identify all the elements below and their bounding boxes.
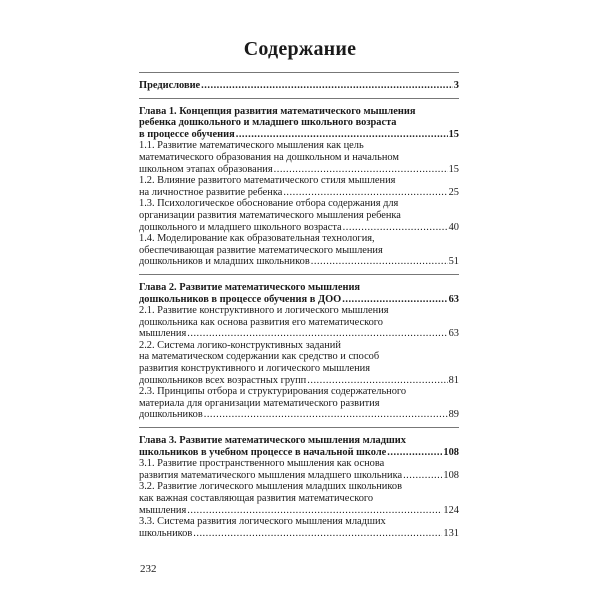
section-line xyxy=(139,470,459,482)
toc-section-1-3[interactable] xyxy=(139,198,459,233)
dot-leader xyxy=(343,222,448,234)
dot-leader xyxy=(187,505,442,517)
chapter-heading-line xyxy=(139,129,459,141)
section-text: школьников xyxy=(139,527,193,539)
chapter-heading-line: Глава 3. Развитие математического мышления младших xyxy=(139,435,406,447)
chapter-heading-line: Глава 1. Концепция развития математического мышления xyxy=(139,105,416,117)
section-text: мышления xyxy=(139,504,187,516)
toc-entry-page: 108 xyxy=(443,469,459,481)
toc-section-3-1[interactable] xyxy=(139,458,459,481)
toc-section-3-2[interactable] xyxy=(139,481,459,516)
chapter-heading-line xyxy=(139,447,459,459)
dot-leader xyxy=(311,256,448,268)
dot-leader xyxy=(236,129,448,141)
toc-section-1-4[interactable] xyxy=(139,233,459,268)
toc-entry-preface[interactable] xyxy=(139,80,459,92)
toc-entry-page: 15 xyxy=(448,163,459,175)
section-line xyxy=(139,328,459,340)
section-line: 1.4. Моделирование как образовательная технология, xyxy=(139,233,375,245)
toc-entry-page: 89 xyxy=(448,409,459,421)
toc-entry-page: 40 xyxy=(448,221,459,233)
toc-entry-page: 63 xyxy=(448,328,459,340)
toc-entry-page: 63 xyxy=(448,293,459,305)
toc-entry-page: 25 xyxy=(448,186,459,198)
dot-leader xyxy=(307,375,447,387)
toc-entry-page: 51 xyxy=(448,256,459,268)
section-line xyxy=(139,256,459,268)
divider xyxy=(139,274,459,275)
section-text: дошкольников и младших школьников xyxy=(139,256,310,268)
section-line: развития конструктивного и логического мышления xyxy=(139,363,370,375)
section-line: организации развития математического мышления ребенка xyxy=(139,209,401,221)
toc-chapter-3[interactable] xyxy=(139,435,459,458)
table-of-contents xyxy=(139,72,459,539)
section-line: 2.2. Система логико-конструктивных заданий xyxy=(139,339,341,351)
section-line: 3.3. Система развития логического мышления младших xyxy=(139,516,386,528)
toc-chapter-1[interactable] xyxy=(139,106,459,141)
section-line: 2.3. Принципы отбора и структурирования содержательного xyxy=(139,386,407,398)
chapter-heading-line: ребенка дошкольного и младшего школьного возраста xyxy=(139,117,397,129)
dot-leader xyxy=(403,470,442,482)
dot-leader xyxy=(342,294,447,306)
section-text: развития математического мышления младшего школьника xyxy=(139,469,403,481)
section-line: 1.1. Развитие математического мышления как цель xyxy=(139,140,364,152)
section-text: дошкольников всех возрастных групп xyxy=(139,374,307,386)
toc-section-2-1[interactable] xyxy=(139,305,459,340)
dot-leader xyxy=(187,328,447,340)
section-line xyxy=(139,222,459,234)
section-line: математического образования на дошкольном и начальном xyxy=(139,151,399,163)
section-text: школьном этапах образования xyxy=(139,163,273,175)
section-line: 3.1. Развитие пространственного мышления как основа xyxy=(139,458,385,470)
section-line xyxy=(139,187,459,199)
section-line: обеспечивающая развитие математического мышления xyxy=(139,244,383,256)
section-text: мышления xyxy=(139,328,187,340)
toc-entry-page: 108 xyxy=(443,446,459,458)
chapter-heading-line: Глава 2. Развитие математического мышления xyxy=(139,281,361,293)
toc-chapter-2[interactable] xyxy=(139,282,459,305)
section-line xyxy=(139,375,459,387)
section-line xyxy=(139,409,459,421)
toc-entry-page: 3 xyxy=(453,80,459,91)
section-text: дошкольного и младшего школьного возраста xyxy=(139,221,342,233)
section-line xyxy=(139,164,459,176)
toc-section-2-2[interactable] xyxy=(139,340,459,386)
section-line xyxy=(139,505,459,517)
chapter-heading-text: школьников в учебном процессе в начальной школе xyxy=(139,446,387,458)
divider xyxy=(139,98,459,99)
divider xyxy=(139,72,459,73)
page-number: 232 xyxy=(140,563,157,575)
toc-entry-page: 131 xyxy=(443,527,459,539)
section-line: материала для организации математического развития xyxy=(139,397,380,409)
toc-entry-label: Предисловие xyxy=(139,80,201,91)
toc-section-3-3[interactable] xyxy=(139,516,459,539)
toc-entry-page: 15 xyxy=(448,128,459,140)
section-line: как важная составляющая развития математического xyxy=(139,493,374,504)
chapter-heading-text: в процессе обучения xyxy=(139,128,235,140)
dot-leader xyxy=(283,187,447,199)
chapter-heading-text: дошкольников в процессе обучения в ДОО xyxy=(139,293,342,305)
page-title: Содержание xyxy=(243,38,357,60)
section-text: дошкольников xyxy=(139,409,203,421)
section-line: 2.1. Развитие конструктивного и логического мышления xyxy=(139,305,389,317)
dot-leader xyxy=(274,164,448,176)
toc-section-1-2[interactable] xyxy=(139,175,459,198)
section-line: дошкольника как основа развития его математического xyxy=(139,316,383,328)
dot-leader xyxy=(193,528,442,540)
section-line: 1.2. Влияние развитого математического стиля мышления xyxy=(139,175,396,187)
toc-entry-page: 81 xyxy=(448,374,459,386)
toc-section-2-3[interactable] xyxy=(139,386,459,421)
toc-section-1-1[interactable] xyxy=(139,140,459,175)
toc-entry-page: 124 xyxy=(443,504,459,516)
section-line: на математическом содержании как средство и способ xyxy=(139,351,380,363)
divider xyxy=(139,427,459,428)
section-text: на личностное развитие ребенка xyxy=(139,186,283,198)
dot-leader xyxy=(201,80,453,92)
section-line: 3.2. Развитие логического мышления младших школьников xyxy=(139,481,402,493)
section-line: 1.3. Психологическое обоснование отбора содержания для xyxy=(139,198,399,210)
section-line xyxy=(139,528,459,540)
dot-leader xyxy=(387,447,442,459)
dot-leader xyxy=(204,409,448,421)
chapter-heading-line xyxy=(139,294,459,306)
